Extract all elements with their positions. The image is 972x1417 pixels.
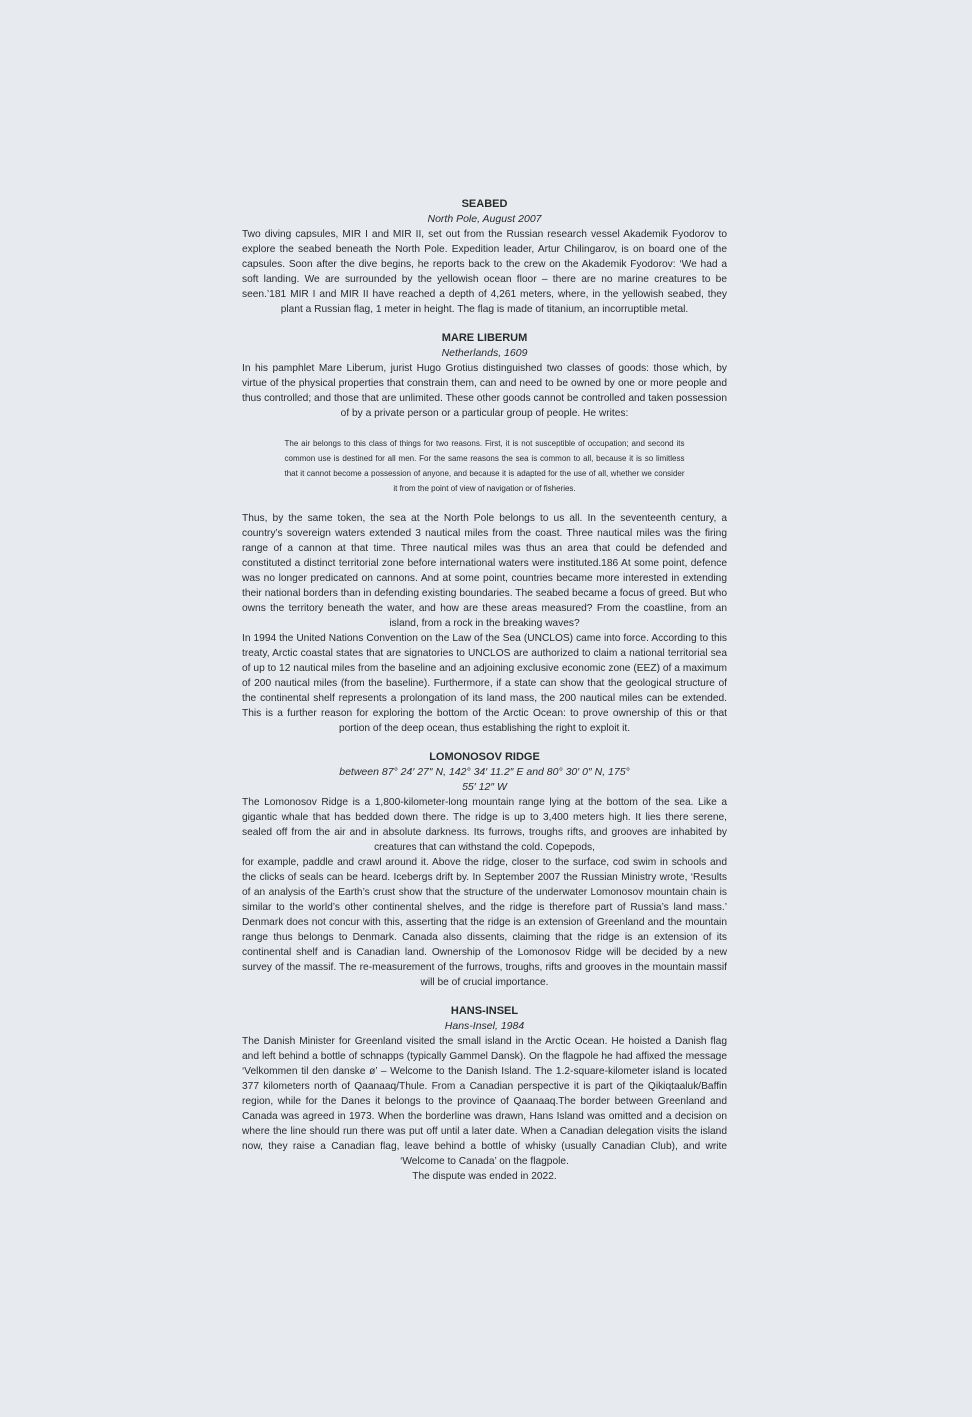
paragraph: The Lomonosov Ridge is a 1,800-kilometer-long mountain range lying at the bottom of the sea. Like a gigantic whale that has bedded down there. The ridge is up to 3,400 meters high. It lies there serene, sealed off from the air and in absolute darkness. Its furrows, troughs rifts, and grooves are inhabited by creatures that can withstand the cold. Copepods, xyxy=(242,797,727,853)
section-seabed xyxy=(242,197,727,317)
paragraph: Thus, by the same token, the sea at the North Pole belongs to us all. In the seventeenth century, a country’s sovereign waters extended 3 nautical miles from the coast. Three nautical miles was the firing range of a cannon at that time. Three nautical miles was thus an area that could be defended and constituted a distinct territorial zone before international waters were instituted.186 At some point, defence was no longer predicated on cannons. And at some point, countries became more interested in extending their national borders than in defending existing boundaries. The seabed became a focus of greed. But who owns the territory beneath the water, and how are these areas measured? From the coastline, from an island, from a rock in the breaking waves? xyxy=(242,513,727,629)
block-quote: The air belongs to this class of things for two reasons. First, it is not susceptible of occupation; and second its common use is destined for all men. For the same reasons the sea is common to all, because it is so limitless that it cannot become a possession of anyone, and because it is adapted for the use of all, whether we consider it from the point of view of navigation or of fisheries. xyxy=(284,439,685,493)
paragraph: for example, paddle and crawl around it. Above the ridge, closer to the surface, cod swim in schools and the clicks of seals can be heard. Icebergs drift by. In September 2007 the Russian Ministry wrote, ‘Results of an analysis of the Earth’s crust show that the structure of the underwater Lomonosov mountain chain is similar to the world’s other continental shelves, and the ridge is therefore part of Russia’s land mass.’ Denmark does not concur with this, asserting that the ridge is an extension of Greenland and the mountain range thus belongs to Denmark. Canada also dissents, claiming that the ridge is an extension of its continental shelf and is Canadian land. Ownership of the Lomonosov Ridge will be decided by a new survey of the massif. The re-measurement of the furrows, troughs, rifts and grooves in the mountain massif will be of crucial importance. xyxy=(242,857,727,988)
section-title: SEABED xyxy=(461,198,508,210)
document-body xyxy=(242,197,727,1198)
section-subtitle: Netherlands, 1609 xyxy=(441,347,528,359)
section-title: HANS-INSEL xyxy=(450,1005,519,1017)
paragraph: The dispute was ended in 2022. xyxy=(412,1171,557,1182)
paragraph: In his pamphlet Mare Liberum, jurist Hugo Grotius distinguished two classes of goods: those which, by virtue of the physical properties that constrain them, can and need to be owned by one or more people and thus controlled; and those that are unlimited. These other goods cannot be controlled and taken possession of by a private person or a particular group of people. He writes: xyxy=(242,363,727,419)
section-lomonosov-ridge xyxy=(242,750,727,990)
section-title: LOMONOSOV RIDGE xyxy=(429,751,540,763)
section-subtitle: Hans-Insel, 1984 xyxy=(444,1020,525,1032)
paragraph: Two diving capsules, MIR I and MIR II, set out from the Russian research vessel Akademik Fyodorov to explore the seabed beneath the North Pole. Expedition leader, Artur Chilingarov, is on board one of the capsules. Soon after the dive begins, he reports back to the crew on the Akademik Fyodorov: ‘We had a soft landing. We are surrounded by the yellowish ocean floor – there are no marine creatures to be seen.’181 MIR I and MIR II have reached a depth of 4,261 meters, where, in the yellowish seabed, they plant a Russian flag, 1 meter in height. The flag is made of titanium, an incorruptible metal. xyxy=(242,229,727,315)
section-hans-insel xyxy=(242,1004,727,1184)
paragraph: The Danish Minister for Greenland visited the small island in the Arctic Ocean. He hoisted a Danish flag and left behind a bottle of schnapps (typically Gammel Dansk). On the flagpole he had affixed the message ‘Velkommen til den danske ø’ – Welcome to the Danish Island. The 1.2-square-kilometer island is located 377 kilometers north of Qaanaaq/Thule. From a Canadian perspective it is part of the Qikiqtaaluk/Baffin region, while for the Danes it belongs to the province of Qaanaaq.The border between Greenland and Canada was agreed in 1973. When the borderline was drawn, Hans Island was omitted and a decision on where the line should run there was put off until a later date. When a Canadian delegation visits the island now, they raise a Canadian flag, leave behind a bottle of whisky (usually Canadian Club), and write ‘Welcome to Canada’ on the flagpole. xyxy=(242,1036,727,1167)
section-title: MARE LIBERUM xyxy=(441,332,528,344)
section-subtitle: North Pole, August 2007 xyxy=(427,213,542,225)
paragraph: In 1994 the United Nations Convention on the Law of the Sea (UNCLOS) came into force. According to this treaty, Arctic coastal states that are signatories to UNCLOS are authorized to claim a national territorial sea of up to 12 nautical miles from the baseline and an adjoining exclusive economic zone (EEZ) of a maximum of 200 nautical miles (from the baseline). Furthermore, if a state can show that the geological structure of the continental shelf represents a prolongation of its land mass, the 200 nautical miles can be extended. This is a further reason for exploring the bottom of the Arctic Ocean: to prove ownership of this or that portion of the deep ocean, thus establishing the right to exploit it. xyxy=(242,633,727,734)
section-mare-liberum xyxy=(242,331,727,736)
section-subtitle: between 87° 24′ 27″ N, 142° 34′ 11.2″ E and 80° 30′ 0″ N, 175° 55′ 12″ W xyxy=(339,766,630,793)
